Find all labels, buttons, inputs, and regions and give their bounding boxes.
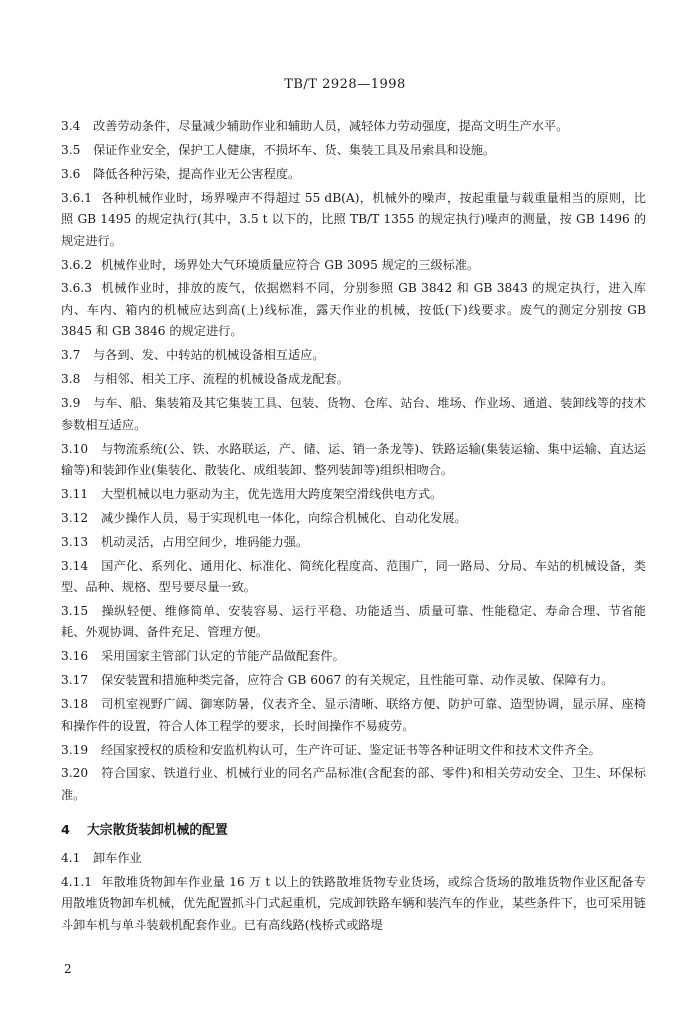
- clause-4-1-1: [61, 872, 646, 937]
- clause-number: 3.12: [61, 510, 89, 525]
- clause-3-17: [61, 670, 646, 692]
- clause-3-6-1: [61, 188, 646, 253]
- clause-text: 与相邻、相关工序、流程的机械设备成龙配套。: [93, 372, 349, 387]
- clause-text: 机械作业时，场界处大气环境质量应符合 GB 3095 规定的三级标准。: [101, 257, 480, 272]
- clause-3-6: [61, 164, 646, 186]
- clause-3-8: [61, 369, 646, 391]
- clause-3-9: [61, 393, 646, 436]
- clause-3-6-2: [61, 255, 646, 277]
- standard-code: TB/T 2928—1998: [284, 77, 406, 92]
- clause-3-11: [61, 484, 646, 506]
- clause-3-6-3: [61, 278, 646, 343]
- clause-number: 3.11: [61, 486, 89, 501]
- clause-text: 与各到、发、中转站的机械设备相互适应。: [93, 348, 325, 363]
- document-body: [61, 116, 646, 939]
- clause-number: 3.9: [61, 396, 81, 411]
- clause-text: 机动灵活，占用空间少，堆码能力强。: [101, 534, 309, 549]
- clause-text: 大型机械以电力驱动为主，优先选用大跨度架空滑线供电方式。: [101, 486, 443, 501]
- clause-text: 各种机械作业时，场界噪声不得超过 55 dB(A)，机械外的噪声，按起重量与载重量相当的原则，比照 GB 1495 的规定执行(其中，3.5 t 以下的，比照 TB/T 1355 的规定执行)噪声的测量，按 GB 1496 的规定进行。: [61, 190, 646, 248]
- clause-number: 4.1: [61, 850, 81, 865]
- section-number: 4: [61, 823, 70, 839]
- clause-number: 3.4: [61, 119, 81, 133]
- clause-text: 保证作业安全，保护工人健康，不损坏车、货、集装工具及吊索具和设施。: [93, 142, 496, 157]
- clause-3-13: [61, 532, 646, 554]
- clause-number: 3.7: [61, 348, 81, 363]
- clause-3-20: [61, 763, 646, 806]
- clause-number: 3.14: [61, 558, 89, 573]
- clause-3-18: [61, 694, 646, 737]
- clause-number: 3.5: [61, 142, 81, 157]
- clause-3-4: [61, 116, 646, 138]
- clause-3-12: [61, 508, 646, 530]
- clause-3-16: [61, 646, 646, 668]
- clause-text: 经国家授权的质检和安监机构认可，生产许可证、鉴定证书等各种证明文件和技术文件齐全。: [101, 742, 601, 757]
- clause-3-7: [61, 345, 646, 367]
- clause-text: 符合国家、铁道行业、机械行业的同名产品标准(含配套的部、零件)和相关劳动安全、卫生、环保标准。: [61, 766, 646, 802]
- page-header: [0, 77, 690, 92]
- clause-3-14: [61, 556, 646, 599]
- clause-number: 3.13: [61, 534, 89, 549]
- clause-3-10: [61, 439, 646, 482]
- clause-number: 3.8: [61, 372, 81, 387]
- clause-text: 司机室视野广阔、御寒防暑，仪表齐全、显示清晰、联络方便、防护可靠、造型协调，显示屏、座椅和操作件的设置，符合人体工程学的要求，长时间操作不易疲劳。: [61, 697, 646, 733]
- clause-number: 3.6.1: [61, 190, 93, 205]
- clause-number: 3.20: [61, 766, 89, 781]
- clause-text: 机械作业时，排放的废气，依据燃料不同，分别参照 GB 3842 和 GB 3843 的规定执行，进入库内、车内、箱内的机械应达到高(上)线标准，露天作业的机械，按低(下)线要求。废气的测定分别按 GB 3845 和 GB 3846 的规定进行。: [61, 281, 646, 339]
- subsection-title: 卸车作业: [93, 850, 142, 865]
- clause-3-19: [61, 740, 646, 762]
- clause-number: 3.6.2: [61, 257, 93, 272]
- clause-text: 改善劳动条件，尽量减少辅助作业和辅助人员，减轻体力劳动强度，提高文明生产水平。: [93, 119, 569, 133]
- clause-number: 3.15: [61, 603, 89, 618]
- clause-number: 3.6.3: [61, 281, 93, 296]
- clause-number: 3.19: [61, 742, 89, 757]
- clause-number: 3.10: [61, 441, 89, 456]
- clause-text: 年散堆货物卸车作业量 16 万 t 以上的铁路散堆货物专业货场，或综合货场的散堆货物作业区配备专用散堆货物卸车机械，优先配置抓斗门式起重机，完成卸铁路车辆和装汽车的作业，某些条件下，也可采用链斗卸车机与单斗装载机配套作业。已有高线路(栈桥式或路堤: [61, 874, 646, 932]
- clause-text: 保安装置和措施种类完备，应符合 GB 6067 的有关规定，且性能可靠、动作灵敏、保障有力。: [101, 673, 614, 688]
- clause-text: 采用国家主管部门认定的节能产品做配套件。: [101, 649, 345, 664]
- clause-number: 3.17: [61, 673, 89, 688]
- clause-text: 国产化、系列化、通用化、标准化、简统化程度高、范围广，同一路局、分局、车站的机械设备，类型、品种、规格、型号要尽量一致。: [61, 558, 646, 595]
- clause-text: 操纵轻便、维修简单、安装容易、运行平稳、功能适当、质量可靠、性能稳定、寿命合理、节省能耗、外观协调、备件充足、管理方便。: [61, 603, 646, 640]
- clause-text: 与车、船、集装箱及其它集装工具、包装、货物、仓库、站台、堆场、作业场、通道、装卸线等的技术参数相互适应。: [61, 396, 646, 432]
- section-title: 大宗散货装卸机械的配置: [87, 823, 228, 839]
- clause-number: 3.6: [61, 166, 81, 181]
- clause-3-15: [61, 601, 646, 644]
- page-number: 2: [64, 962, 72, 976]
- clause-4-1: [61, 848, 646, 870]
- clause-text: 减少操作人员，易于实现机电一体化，向综合机械化、自动化发展。: [101, 510, 467, 525]
- clause-text: 与物流系统(公、铁、水路联运，产、储、运、销一条龙等)、铁路运输(集装运输、集中运输、直达运输等)和装卸作业(集装化、散装化、成组装卸、整列装卸等)组织相吻合。: [61, 441, 646, 478]
- clause-3-5: [61, 140, 646, 162]
- clause-number: 3.18: [61, 697, 89, 712]
- clause-number: 4.1.1: [61, 874, 93, 889]
- section-4-heading: [61, 820, 646, 842]
- clause-text: 降低各种污染，提高作业无公害程度。: [93, 166, 301, 181]
- clause-number: 3.16: [61, 649, 89, 664]
